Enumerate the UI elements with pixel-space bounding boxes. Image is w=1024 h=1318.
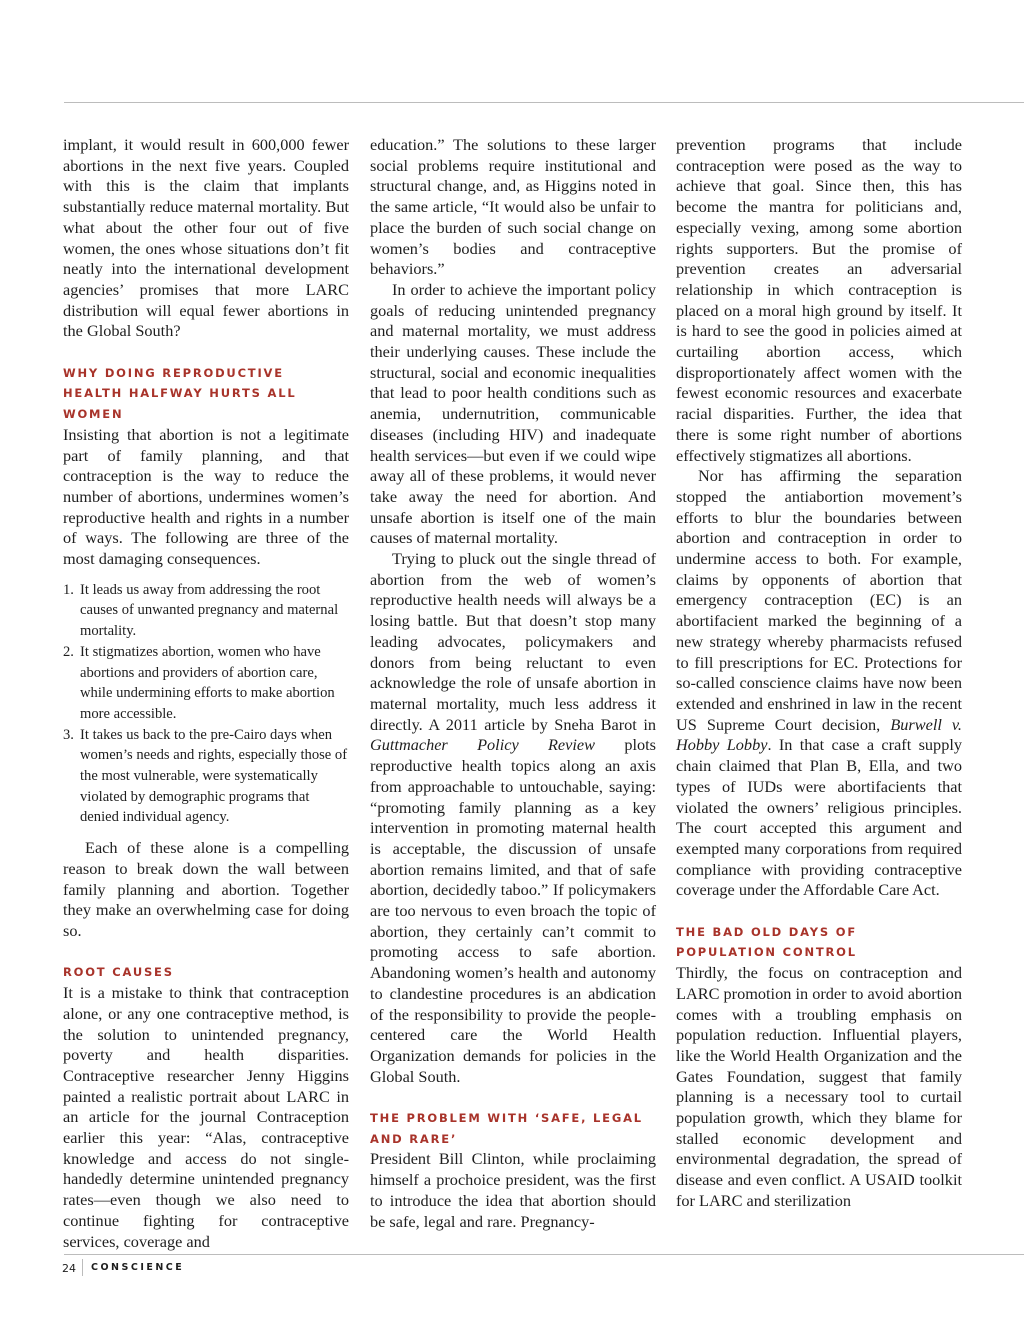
page-number: 24 bbox=[62, 1262, 76, 1275]
section-heading: THE PROBLEM WITH ‘SAFE, LEGAL AND RARE’ bbox=[370, 1111, 643, 1146]
paragraph: President Bill Clinton, while proclaiming himself a prochoice president, was the first to introduce the idea that abortion should be safe, legal and rare. Pregnancy- bbox=[370, 1149, 656, 1231]
column-1 bbox=[63, 135, 349, 1252]
paragraph: Nor has affirming the separation stopped the antiabortion movement’s efforts to blur the boundaries between abortion and contraception in order to undermine access to both. For example, claims by opponents of abortion that emergency contraception (EC) is an abortifacient marked the beginning of a new strategy whereby pharmacists refused to fill prescriptions for EC. Protections for so-called conscience claims have now been extended and enshrined in law in the recent US Supreme Court decision, Burwell v. Hobby Lobby. In that case a craft supply chain claimed that Plan B, Ella, and two types of IUDs were abortifacients that violated the owners’ religious principles. The court accepted this argument and exempted many corporations from required compliance with providing contraceptive coverage under the Affordable Care Act. bbox=[676, 466, 963, 900]
paragraph: implant, it would result in 600,000 fewer abortions in the next five years. Coupled with this is the claim that implants substantially reduce maternal mortality. But what about the other four out of five women, the ones whose situations don’t fit neatly into the international development agencies’ promises that more LARC distribution will equal fewer abortions in the Global South? bbox=[63, 135, 349, 341]
column-2 bbox=[370, 135, 656, 1232]
paragraph: prevention programs that include contraception were posed as the way to achieve that goal. Since then, this has become the mantra for politicians and, especially vexing, among some abortion rights supporters. But the promise of prevention creates an adversarial relationship in which contraception is placed on a moral high ground by itself. It is hard to see the good in policies aimed at curtailing abortion access, which disproportionately affect women with the fewest economic resources and exacerbate racial disparities. Further, the idea that there is some right number of abortions effectively stigmatizes all abortions. bbox=[676, 135, 962, 465]
list-item: 2. It stigmatizes abortion, women who have abortions and providers of abortion care, while undermining efforts to make abortion more accessible. bbox=[63, 643, 335, 722]
numbered-list bbox=[63, 580, 349, 828]
paragraph: It is a mistake to think that contraception alone, or any one contraceptive method, is the solution to unintended pregnancy, poverty and health disparities. Contraceptive researcher Jenny Higgins painted a realistic portrait about LARC in an article for the journal Contraception earlier this year: “Alas, contraceptive knowledge and access do not single-handedly determine unintended pregnancy rates—even though we also need to continue fighting for contraceptive services, coverage and bbox=[63, 983, 349, 1251]
top-rule bbox=[64, 102, 1024, 103]
paragraph: Thirdly, the focus on contraception and LARC promotion in order to avoid abortion comes with a troubling emphasis on population reduction. Influential players, like the World Health Organization and the Gates Foundation, suggest that family planning is a necessary tool to curtail population growth, which they blame for stalled economic development and environmental degradation, the spread of disease and even conflict. A USAID toolkit for LARC and sterilization bbox=[676, 963, 962, 1210]
section-heading: WHY DOING REPRODUCTIVE HEALTH HALFWAY HURTS ALL WOMEN bbox=[63, 365, 297, 422]
footer-divider bbox=[82, 1259, 83, 1276]
paragraph: Trying to pluck out the single thread of abortion from the web of women’s reproductive health needs will always be a losing battle. But that doesn’t stop many leading advocates, policymakers and donors from being reluctant to even acknowledge the role of unsafe abortion in maternal mortality, much less address it directly. A 2011 article by Sneha Barot in Guttmacher Policy Review plots reproductive health topics along an axis from approachable to untouchable, saying: “promoting family planning as a key intervention in promoting maternal health is acceptable, the discussion of unsafe abortion remains limited, and that of safe abortion, decidedly taboo.” If policymakers are too nervous to even broach the topic of abortion, they certainly can’t commit to promoting access to safe abortion. Abandoning women’s health and autonomy to clandestine procedures is an abdication of the responsibility to provide the people-centered care the World Health Organization demands for policies in the Global South. bbox=[370, 549, 656, 1086]
section-heading: THE BAD OLD DAYS OF POPULATION CONTROL bbox=[676, 924, 857, 960]
case-title: Burwell v. Hobby Lobby bbox=[676, 714, 963, 755]
section-heading: ROOT CAUSES bbox=[63, 965, 174, 980]
paragraph: In order to achieve the important policy goals of reducing unintended pregnancy and maternal mortality, we must address their underlying causes. These include the structural, social and economic inequalities that lead to poor health conditions such as anemia, undernutrition, communicable diseases (including HIV) and inadequate health services—but even if we could wipe away all of these problems, it would never take away the need for abortion. And unsafe abortion is itself one of the main causes of maternal mortality. bbox=[370, 279, 656, 548]
paragraph: Each of these alone is a compelling reason to break down the wall between family planning and abortion. Together they make an overwhelming case for doing so. bbox=[63, 838, 349, 940]
list-item: 3. It takes us back to the pre-Cairo days when women’s needs and rights, especially those of the most vulnerable, were systematically violated by demographic programs that denied individual agency. bbox=[63, 726, 348, 826]
column-3 bbox=[676, 135, 962, 1212]
paragraph: education.” The solutions to these larger social problems require institutional and structural change, and, as Higgins noted in the same article, “It would also be unfair to place the burden of such social change on women’s bodies and contraceptive behaviors.” bbox=[370, 135, 656, 279]
journal-title: Guttmacher Policy Review bbox=[370, 735, 595, 755]
paragraph: Insisting that abortion is not a legitimate part of family planning, and that contraception is the way to reduce the number of abortions, undermines women’s reproductive health and rights in a number of ways. The following are three of the most damaging consequences. bbox=[63, 424, 349, 569]
list-item: 1. It leads us away from addressing the root causes of unwanted pregnancy and maternal mortality. bbox=[63, 581, 339, 640]
footer-rule bbox=[64, 1254, 1024, 1255]
running-head: CONSCIENCE bbox=[91, 1262, 185, 1273]
